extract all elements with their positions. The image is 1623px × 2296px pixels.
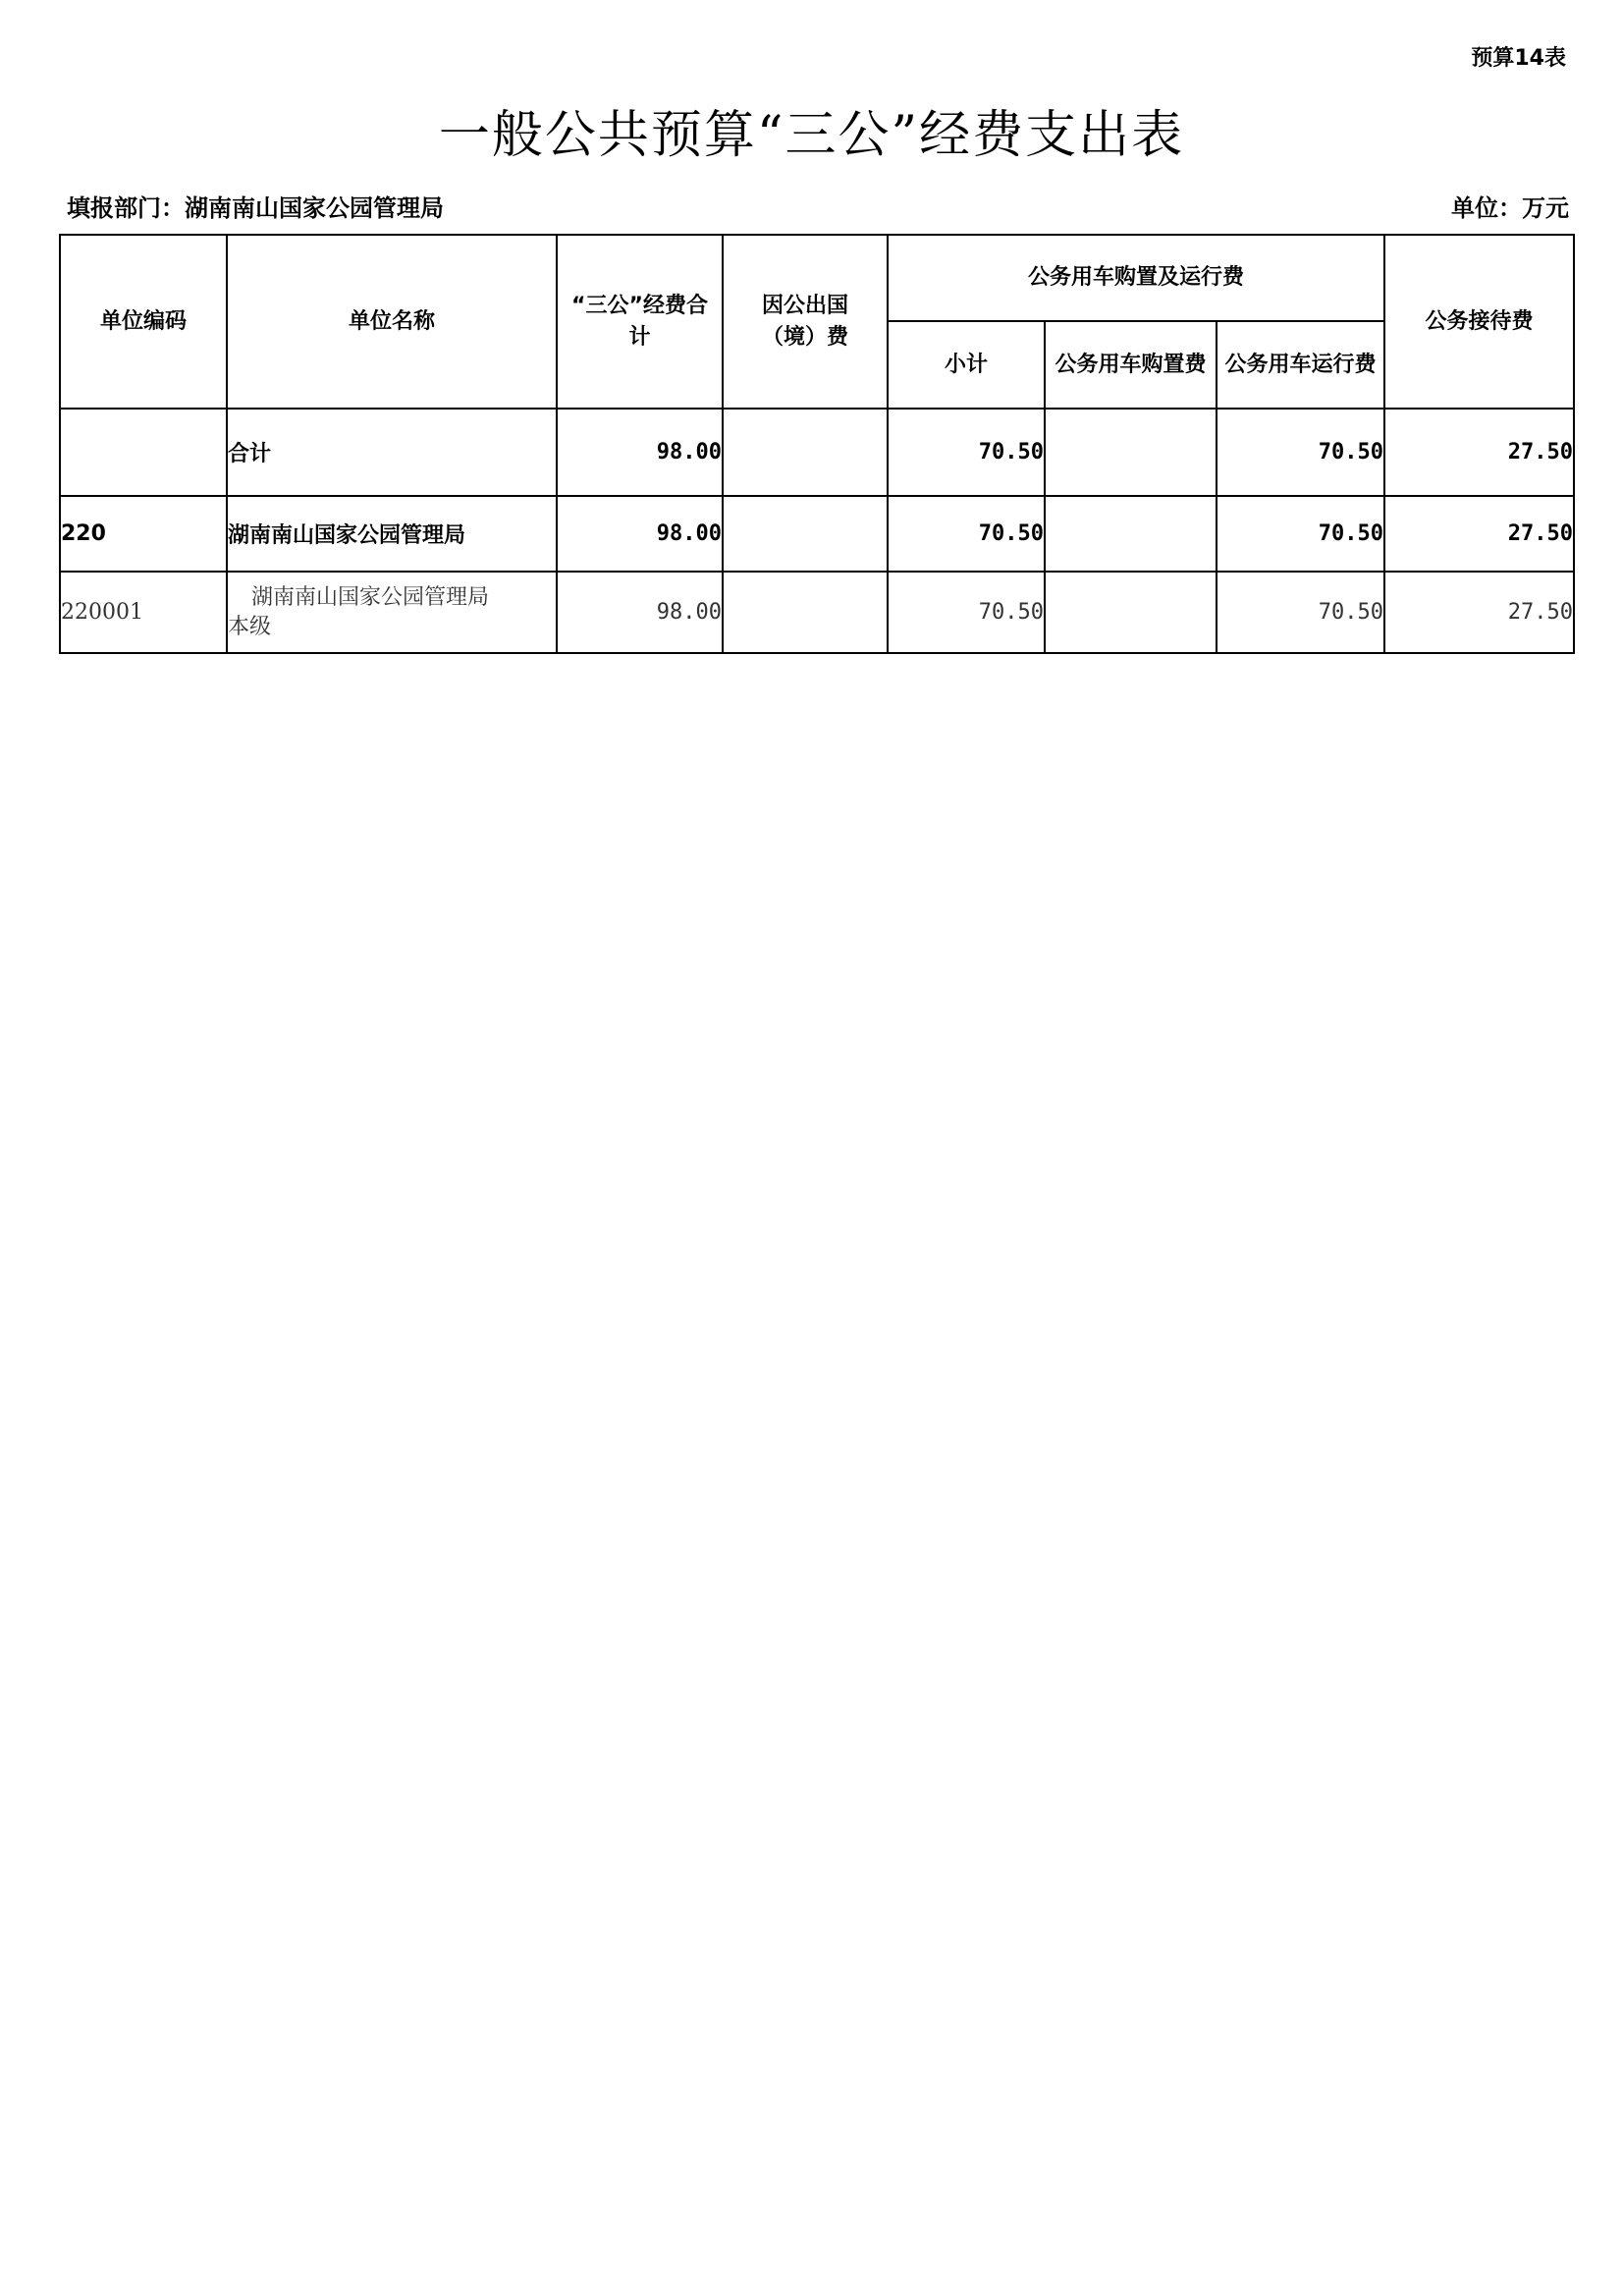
- header-name: 单位名称: [227, 235, 557, 409]
- cell-vehicle-purchase: [1045, 409, 1217, 496]
- header-reception: 公务接待费: [1384, 235, 1574, 409]
- cell-vehicle-operation: 70.50: [1217, 409, 1384, 496]
- cell-name-line2: 本级: [228, 614, 272, 639]
- cell-vehicle-purchase: [1045, 572, 1217, 653]
- cell-abroad: [723, 572, 888, 653]
- cell-subtotal: 70.50: [888, 572, 1045, 653]
- unit-label: 单位：万元: [1451, 194, 1569, 222]
- table-row: [60, 496, 1574, 572]
- cell-reception: 27.50: [1384, 572, 1574, 653]
- table-row-total: [60, 409, 1574, 496]
- header-vehicle-operation: [1217, 321, 1384, 409]
- cell-name: 湖南南山国家公园管理局: [227, 496, 557, 572]
- header-total-text: “三公”经费合计: [571, 293, 708, 350]
- header-total: [557, 235, 723, 409]
- cell-reception: 27.50: [1384, 496, 1574, 572]
- cell-name: [227, 572, 557, 653]
- cell-total: 98.00: [557, 409, 723, 496]
- form-number: 预算14表: [1471, 46, 1566, 71]
- cell-code: 220: [60, 496, 227, 572]
- header-code: 单位编码: [60, 235, 227, 409]
- cell-abroad: [723, 409, 888, 496]
- cell-name-line1: 湖南南山国家公园管理局: [251, 584, 490, 610]
- meta-row: [67, 189, 1569, 222]
- cell-abroad: [723, 496, 888, 572]
- filling-department: [67, 189, 444, 223]
- header-vehicle-group: 公务用车购置及运行费: [888, 235, 1384, 321]
- three-public-expense-table: [59, 234, 1575, 654]
- cell-subtotal: 70.50: [888, 496, 1045, 572]
- header-vehicle-purchase: [1045, 321, 1217, 409]
- header-abroad: [723, 235, 888, 409]
- cell-subtotal: 70.50: [888, 409, 1045, 496]
- cell-vehicle-purchase: [1045, 496, 1217, 572]
- header-vehicle-purchase-text: 公务用车购置费: [1055, 352, 1207, 377]
- header-abroad-text: 因公出国（境）费: [761, 293, 848, 350]
- cell-total: 98.00: [557, 572, 723, 653]
- cell-vehicle-operation: 70.50: [1217, 572, 1384, 653]
- page-title: 一般公共预算“三公”经费支出表: [438, 106, 1185, 165]
- cell-code: [60, 409, 227, 496]
- cell-vehicle-operation: 70.50: [1217, 496, 1384, 572]
- dept-name: 湖南南山国家公园管理局: [185, 194, 444, 222]
- header-vehicle-operation-text: 公务用车运行费: [1224, 352, 1377, 377]
- cell-total: 98.00: [557, 496, 723, 572]
- cell-name: 合计: [227, 409, 557, 496]
- cell-code: 220001: [60, 572, 227, 653]
- dept-label: 填报部门：: [67, 194, 185, 222]
- header-subtotal: 小计: [888, 321, 1045, 409]
- cell-reception: 27.50: [1384, 409, 1574, 496]
- table-row: [60, 572, 1574, 653]
